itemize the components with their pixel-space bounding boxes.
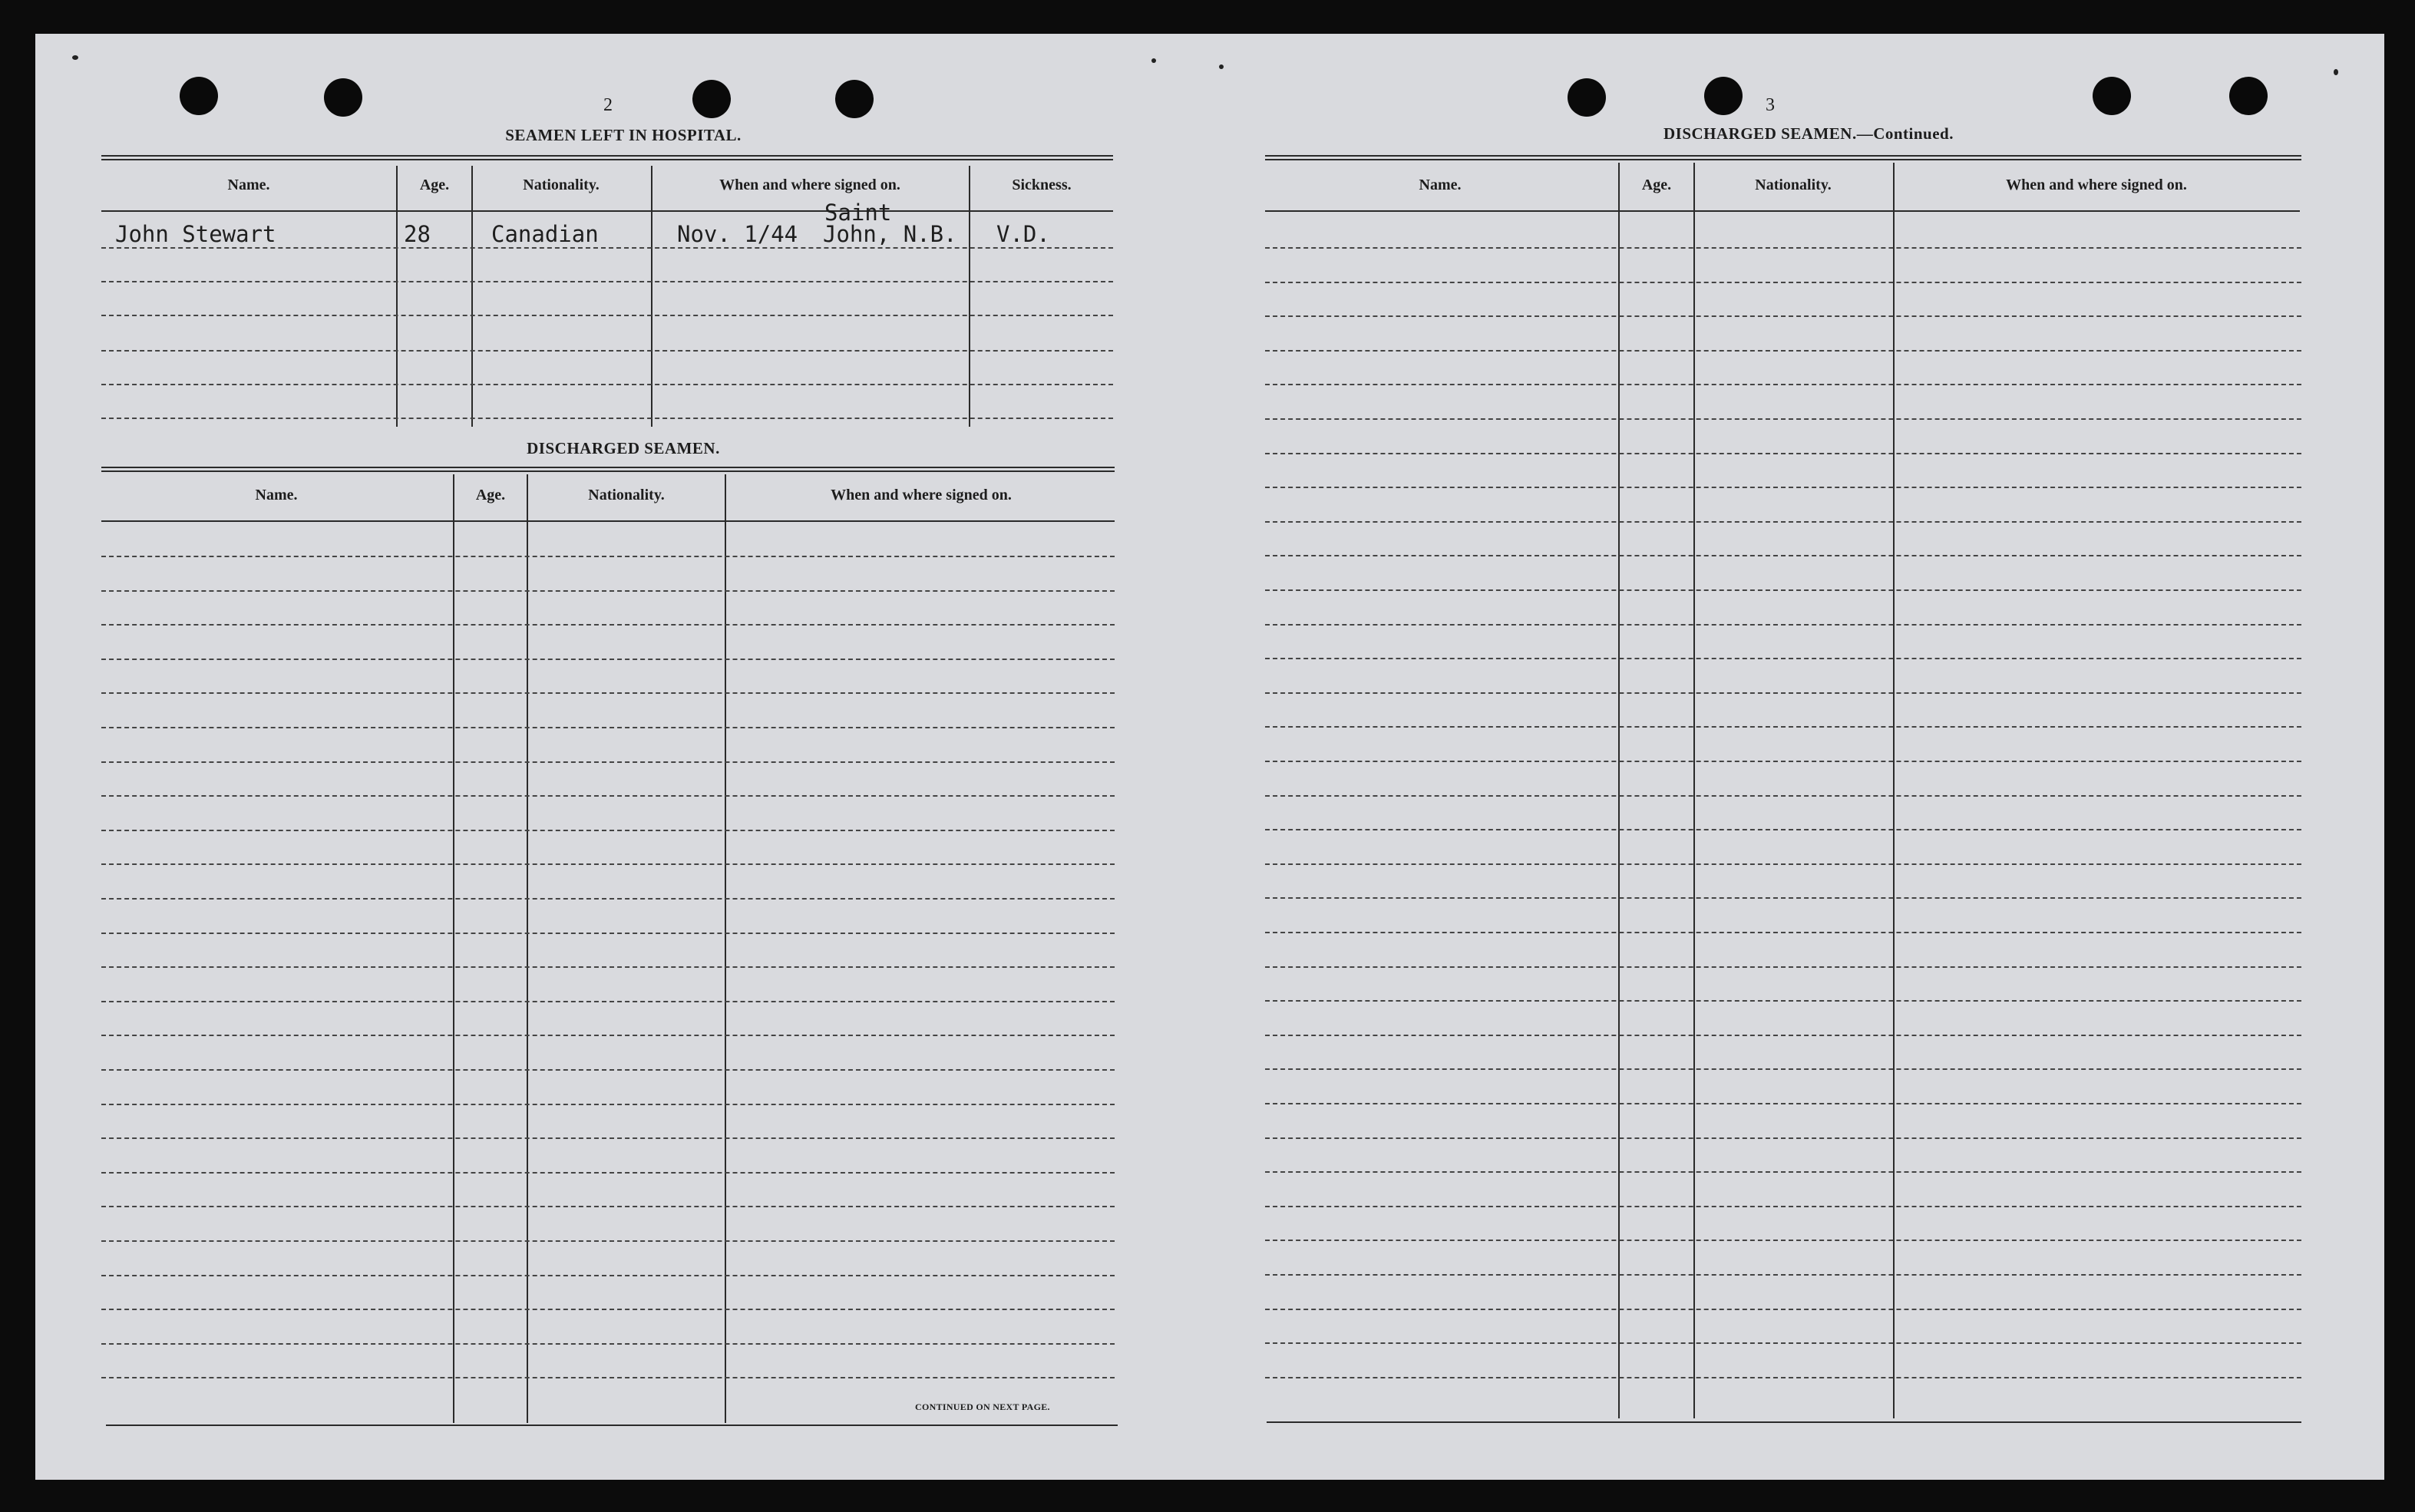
ruled-line — [1265, 1000, 2301, 1002]
ruled-line — [1265, 589, 2301, 591]
ruled-line — [1265, 418, 2301, 420]
ruled-line — [101, 1309, 1115, 1310]
hospital-entry-age: 28 — [404, 221, 431, 247]
ruled-line — [101, 933, 1115, 934]
ruled-line — [1265, 1240, 2301, 1241]
ruled-line — [101, 1343, 1115, 1345]
ruled-line — [101, 1172, 1115, 1174]
continued-note: CONTINUED ON NEXT PAGE. — [915, 1401, 1050, 1412]
ruled-line — [101, 1240, 1115, 1242]
form-sheet — [35, 34, 2384, 1480]
hospital-top-rule — [101, 155, 1113, 160]
hospital-row-line — [101, 247, 1113, 249]
discharged-header-rule — [101, 520, 1115, 522]
ruled-line — [101, 795, 1115, 797]
ruled-line — [1265, 1274, 2301, 1276]
ruled-line — [1265, 829, 2301, 830]
ruled-line — [1265, 350, 2301, 352]
ruled-line — [101, 1104, 1115, 1105]
ruled-line — [1265, 453, 2301, 454]
ruled-line — [101, 659, 1115, 660]
ruled-line — [1265, 761, 2301, 762]
discharged-continued-title — [1264, 124, 2354, 144]
ruled-line — [1265, 658, 2301, 659]
hospital-col-divider — [969, 166, 970, 427]
hospital-row-line — [101, 350, 1113, 352]
hospital-col-sickness: Sickness. — [1012, 177, 1072, 193]
hospital-row-line — [101, 281, 1113, 282]
ruled-line — [1265, 521, 2301, 523]
hospital-col-divider — [396, 166, 398, 427]
ruled-line — [101, 898, 1115, 900]
discharged-col-divider — [527, 474, 528, 1423]
hospital-entry-signed-place-2: John, N.B. — [823, 221, 957, 247]
discharged-col-signed-on: When and where signed on. — [831, 487, 1012, 503]
right-col-age: Age. — [1641, 177, 1672, 193]
discharged-col-nationality: Nationality. — [588, 487, 665, 503]
right-header-rule — [1265, 210, 2300, 212]
speck — [1219, 64, 1224, 69]
discharged-top-rule — [101, 467, 1115, 472]
punch-hole — [1568, 78, 1606, 117]
ruled-line — [101, 1377, 1115, 1378]
hospital-section-title: SEAMEN LEFT IN HOSPITAL. — [505, 126, 742, 144]
punch-hole — [1704, 77, 1743, 115]
ruled-line — [1265, 1206, 2301, 1207]
right-col-nationality: Nationality. — [1755, 177, 1832, 193]
hospital-col-nationality: Nationality. — [523, 177, 600, 193]
right-bottom-rule — [1267, 1421, 2301, 1423]
right-top-rule — [1265, 155, 2301, 160]
ruled-line — [101, 863, 1115, 865]
speck — [1151, 58, 1156, 63]
ruled-line — [1265, 1309, 2301, 1310]
ruled-line — [1265, 795, 2301, 797]
discharged-bottom-rule — [106, 1425, 1118, 1426]
discharged-continued-title-cont: —Continued. — [1856, 124, 1954, 143]
ruled-line — [1265, 384, 2301, 385]
hospital-entry-name: John Stewart — [115, 221, 276, 247]
speck — [72, 55, 78, 60]
punch-hole — [2093, 77, 2131, 115]
hospital-entry-signed-date: Nov. 1/44 — [677, 221, 798, 247]
hospital-row-line — [101, 384, 1113, 385]
discharged-section-title: DISCHARGED SEAMEN. — [527, 439, 720, 457]
ruled-line — [101, 556, 1115, 557]
ruled-line — [101, 692, 1115, 694]
hospital-entry-signed-place-1: Saint — [824, 200, 892, 226]
page-number-left: 2 — [603, 95, 613, 115]
ruled-line — [101, 624, 1115, 626]
hospital-row-line — [101, 315, 1113, 316]
ruled-line — [1265, 624, 2301, 626]
ruled-line — [1265, 1137, 2301, 1139]
right-col-name: Name. — [1419, 177, 1462, 193]
ruled-line — [1265, 1171, 2301, 1173]
discharged-col-divider — [453, 474, 454, 1423]
ruled-line — [1265, 315, 2301, 317]
hospital-header-rule — [101, 210, 1113, 212]
ruled-line — [1265, 555, 2301, 556]
ruled-line — [101, 761, 1115, 763]
ruled-line — [101, 830, 1115, 831]
discharged-continued-title-main: DISCHARGED SEAMEN. — [1663, 124, 1857, 143]
hospital-col-divider — [471, 166, 473, 427]
hospital-col-age: Age. — [419, 177, 450, 193]
discharged-col-name: Name. — [255, 487, 298, 503]
ruled-line — [101, 966, 1115, 968]
punch-hole — [2229, 77, 2268, 115]
ruled-line — [1265, 897, 2301, 899]
ruled-line — [1265, 1035, 2301, 1036]
hospital-entry-nationality: Canadian — [491, 221, 599, 247]
ruled-line — [1265, 1103, 2301, 1104]
hospital-entry-sickness: V.D. — [996, 221, 1050, 247]
hospital-col-name: Name. — [227, 177, 270, 193]
ruled-line — [1265, 863, 2301, 865]
ruled-line — [1265, 966, 2301, 968]
punch-hole — [835, 80, 874, 118]
hospital-row-line — [101, 418, 1113, 419]
ruled-line — [101, 1001, 1115, 1002]
ruled-line — [1265, 282, 2301, 283]
ruled-line — [101, 1069, 1115, 1071]
discharged-col-age: Age. — [475, 487, 506, 503]
ruled-line — [101, 1275, 1115, 1276]
ruled-line — [1265, 726, 2301, 728]
punch-hole — [180, 77, 218, 115]
ruled-line — [101, 1035, 1115, 1036]
speck — [2334, 69, 2338, 75]
hospital-col-signed-on: When and where signed on. — [719, 177, 900, 193]
ruled-line — [101, 1137, 1115, 1139]
ruled-line — [101, 727, 1115, 728]
ruled-line — [1265, 247, 2301, 249]
ruled-line — [1265, 932, 2301, 933]
punch-hole — [324, 78, 362, 117]
right-col-signed-on: When and where signed on. — [2006, 177, 2187, 193]
page-number-right: 3 — [1766, 95, 1775, 115]
ruled-line — [1265, 692, 2301, 694]
punch-hole — [692, 80, 731, 118]
discharged-col-divider — [725, 474, 726, 1423]
hospital-col-divider — [651, 166, 652, 427]
ruled-line — [101, 590, 1115, 592]
ruled-line — [1265, 1342, 2301, 1344]
ruled-line — [101, 1206, 1115, 1207]
ruled-line — [1265, 1377, 2301, 1378]
ruled-line — [1265, 1068, 2301, 1070]
ruled-line — [1265, 487, 2301, 488]
